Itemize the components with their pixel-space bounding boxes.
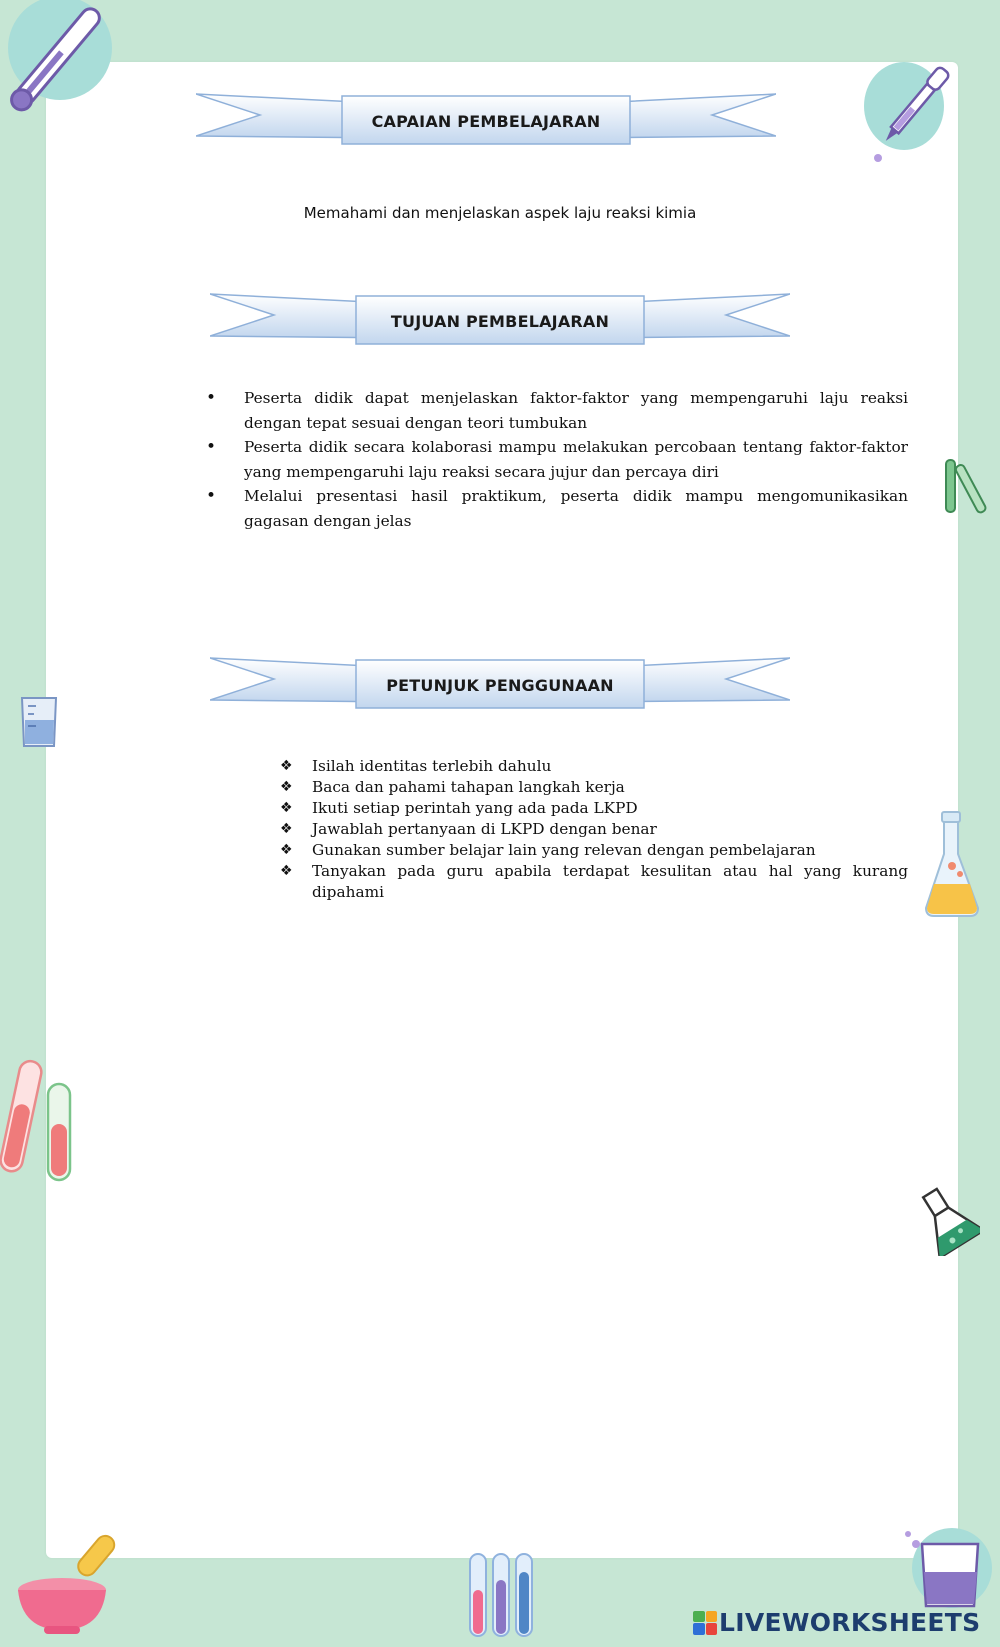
tujuan-banner [210, 290, 790, 352]
measuring-beaker-icon [18, 694, 60, 748]
thermometer-icon [0, 0, 120, 130]
list-item: ❖ Ikuti setiap perintah yang ada pada LKPD [276, 798, 908, 819]
erlenmeyer-flask-icon [918, 1186, 980, 1256]
capaian-text: Memahami dan menjelaskan aspek laju reaksi kimia [303, 204, 697, 222]
capaian-banner [196, 90, 776, 152]
list-item: • Peserta didik dapat menjelaskan faktor-faktor yang mempengaruhi laju reaksi dengan tepat sesuai dengan teori tumbukan [200, 386, 908, 435]
petunjuk-list [276, 756, 908, 903]
liveworksheets-brand [693, 1608, 980, 1637]
tujuan-title: TUJUAN PEMBELAJARAN [390, 311, 610, 331]
petunjuk-banner [210, 654, 790, 716]
list-item: • Peserta didik secara kolaborasi mampu melakukan percobaan tentang faktor-faktor yang mempengaruhi laju reaksi secara jujur dan percaya diri [200, 435, 908, 484]
beaker-icon [900, 1522, 992, 1612]
list-item: ❖ Baca dan pahami tahapan langkah kerja [276, 777, 908, 798]
mortar-pestle-icon [12, 1526, 122, 1636]
list-item: ❖ Gunakan sumber belajar lain yang relevan dengan pembelajaran [276, 840, 908, 861]
list-item: ❖ Jawablah pertanyaan di LKPD dengan benar [276, 819, 908, 840]
list-item: ❖ Tanyakan pada guru apabila terdapat kesulitan atau hal yang kurang dipahami [276, 861, 908, 903]
list-item: ❖ Isilah identitas terlebih dahulu [276, 756, 908, 777]
dropper-icon [862, 58, 962, 168]
liveworksheets-logo-icon [693, 1611, 717, 1635]
test-tube-trio-icon [466, 1550, 536, 1640]
test-tubes-icon [0, 1056, 80, 1186]
capaian-title: CAPAIAN PEMBELAJARAN [371, 111, 601, 131]
brand-name: LIVEWORKSHEETS [719, 1608, 981, 1637]
tujuan-list [200, 386, 908, 533]
list-item: • Melalui presentasi hasil praktikum, peserta didik mampu mengomunikasikan gagasan dengan jelas [200, 484, 908, 533]
test-tube-rack-icon [942, 458, 992, 520]
petunjuk-title: PETUNJUK PENGGUNAAN [386, 675, 614, 695]
flask-icon [922, 810, 982, 920]
